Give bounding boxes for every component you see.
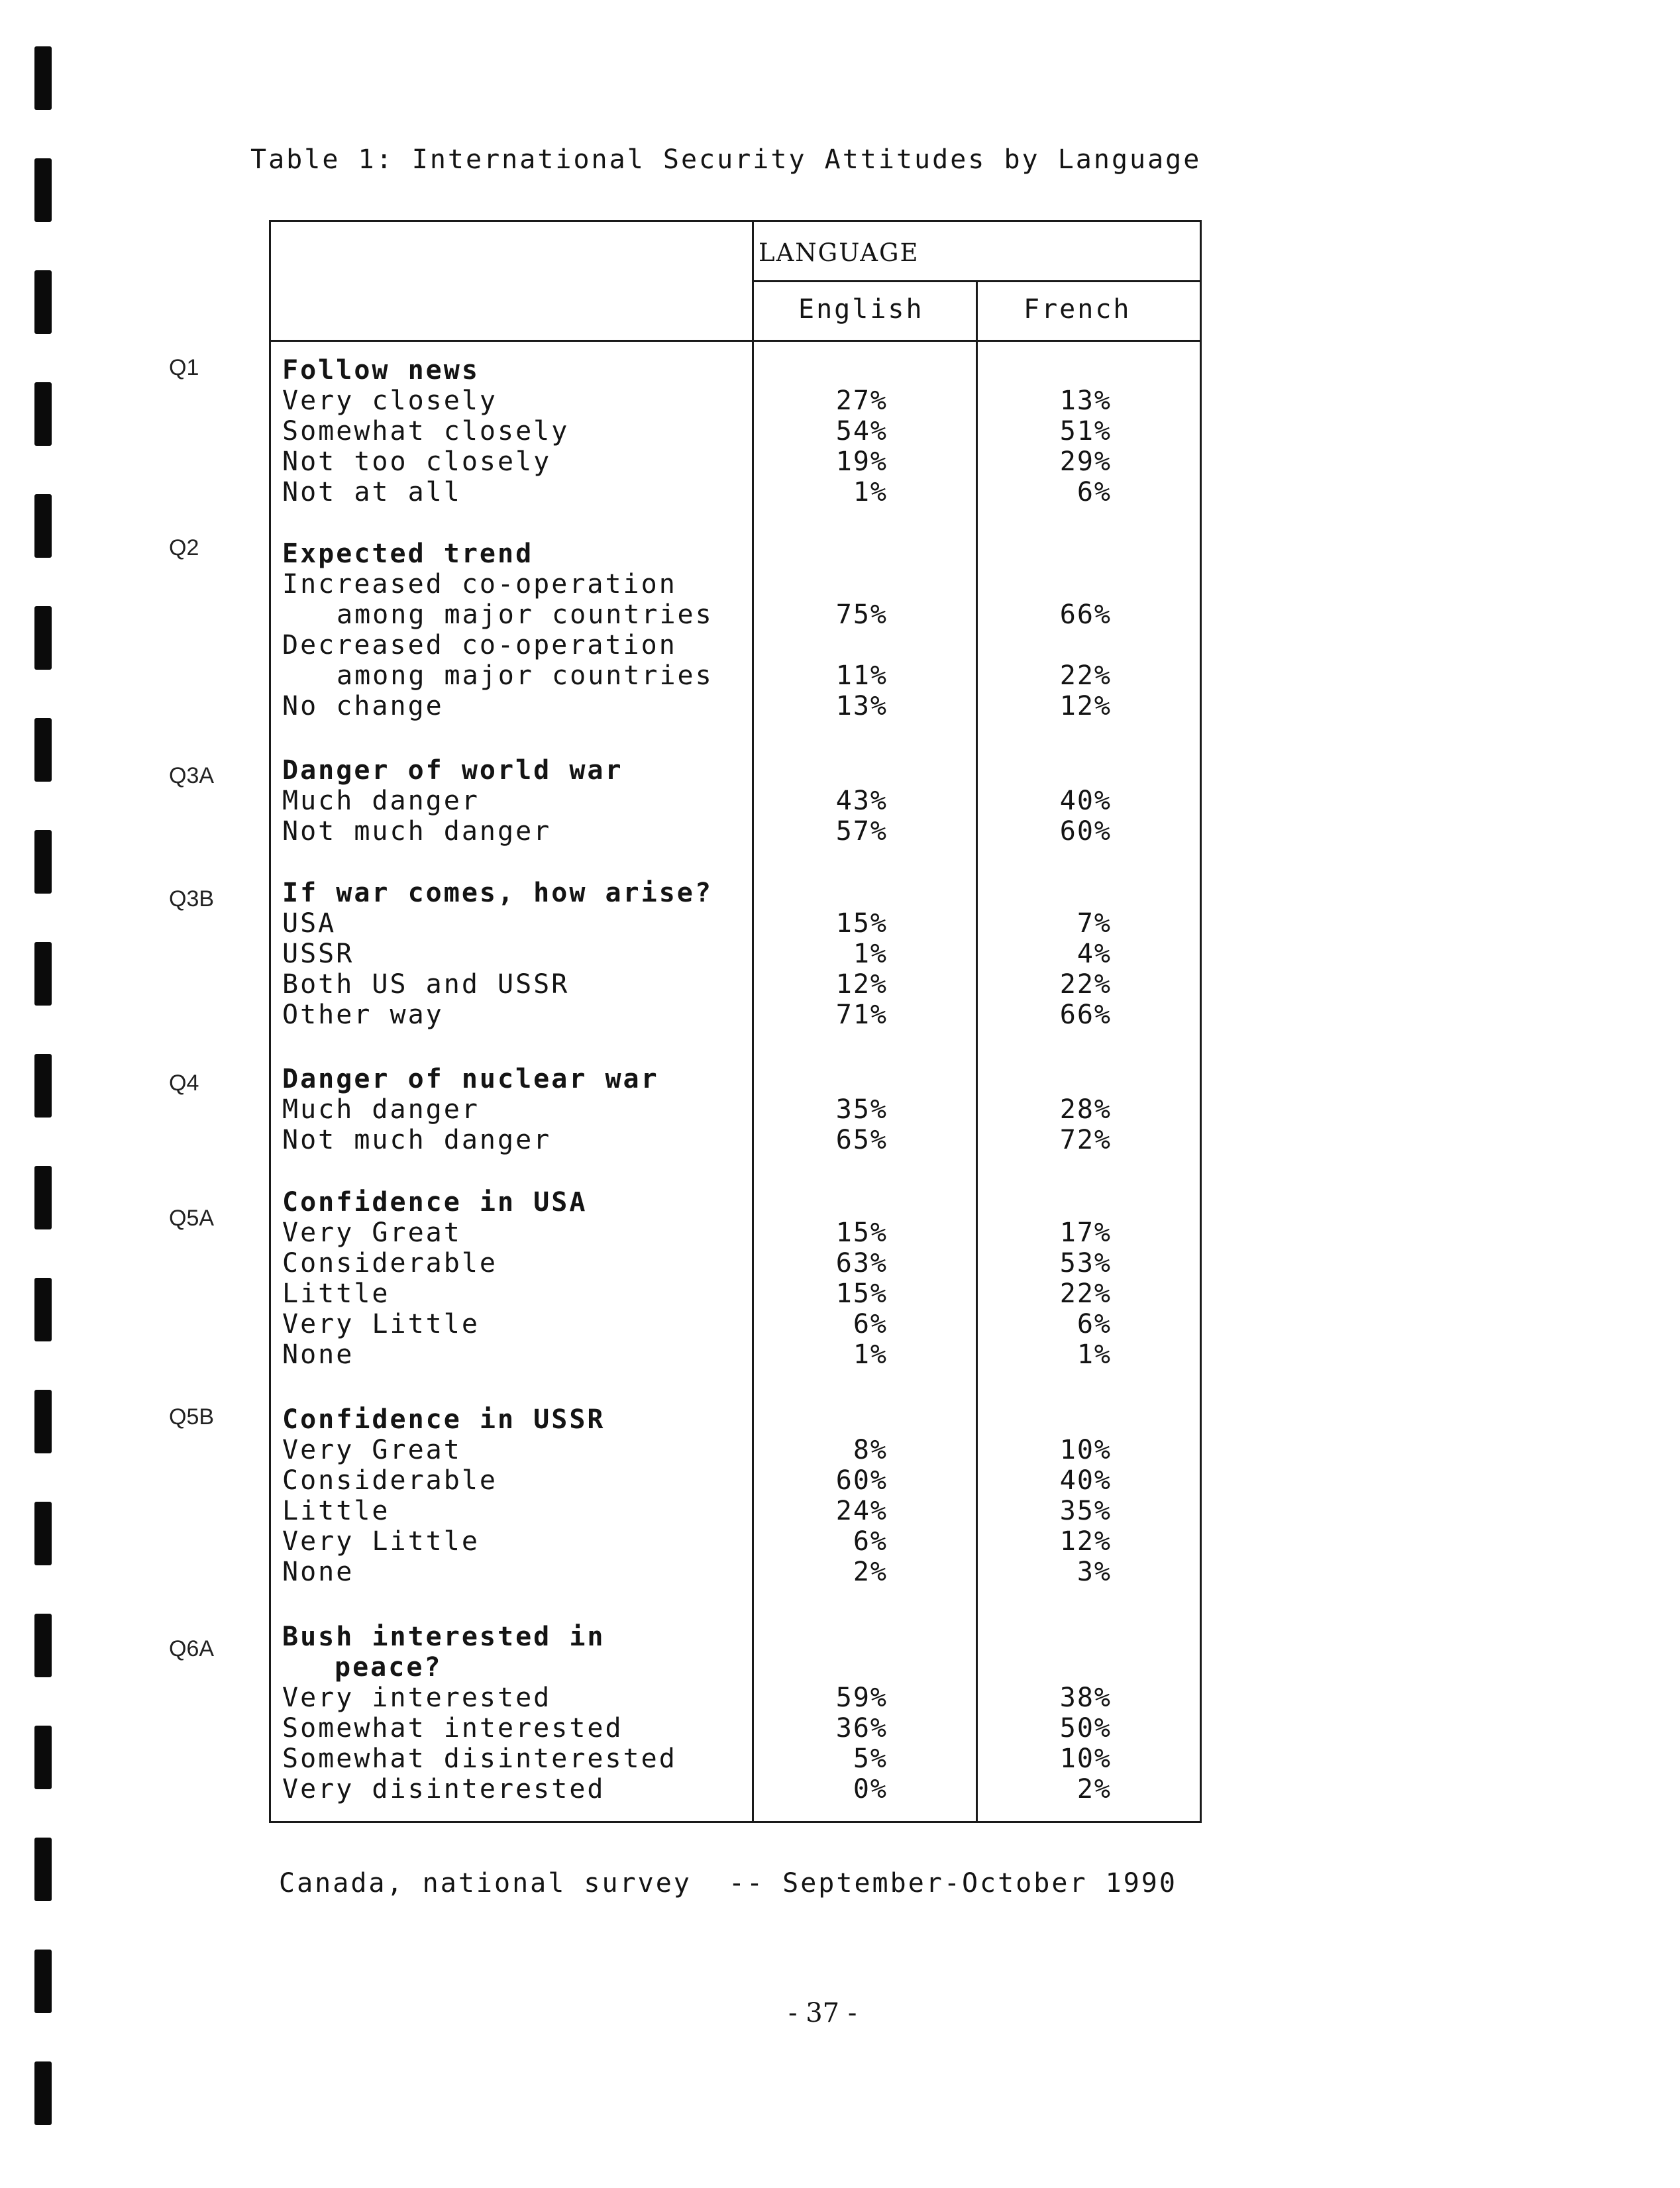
table-row [0,446,1680,477]
table-row [0,660,1680,691]
row-label: Confidence in USSR [282,1404,605,1435]
row-label: peace? [335,1652,443,1683]
table-row [0,539,1680,569]
row-label: Not much danger [282,1125,552,1155]
english-value: 1% [853,939,888,969]
table-row [0,1248,1680,1278]
english-value: 0% [853,1774,888,1804]
row-label: No change [282,691,444,721]
english-value: 54% [835,416,888,446]
binder-hole [34,270,52,334]
source-survey: Canada, national survey [279,1868,692,1899]
table-row [0,1557,1680,1587]
english-value: 35% [835,1094,888,1125]
english-value: 27% [835,386,888,416]
english-value: 13% [835,691,888,721]
header-divider [752,280,1200,282]
row-label: Bush interested in [282,1622,605,1652]
row-label: Very interested [282,1683,552,1713]
table-row [0,1713,1680,1744]
french-value: 2% [1076,1774,1112,1804]
row-label: Very Little [282,1526,480,1557]
row-label: Decreased co-operation [282,630,677,660]
binder-hole [34,158,52,222]
row-label: Not too closely [282,446,552,477]
table-row [0,1094,1680,1125]
french-value: 29% [1059,446,1112,477]
english-value: 71% [835,1000,888,1030]
french-value: 35% [1059,1496,1112,1526]
table-row [0,908,1680,939]
table-row [0,1683,1680,1713]
french-value: 17% [1059,1218,1112,1248]
row-label: Somewhat closely [282,416,570,446]
header-divider [271,340,1200,342]
french-value: 12% [1059,691,1112,721]
row-label: Little [282,1278,390,1309]
column-divider [976,282,978,1821]
question-label: Q4 [169,1070,199,1096]
row-label: Increased co-operation [282,569,677,599]
row-label: Much danger [282,1094,480,1125]
row-label: Somewhat interested [282,1713,623,1744]
english-value: 65% [835,1125,888,1155]
binder-hole [34,1838,52,1901]
question-label: Q2 [169,535,199,560]
row-label: None [282,1557,354,1587]
table-title: Table 1: International Security Attitudes by Language [250,144,1202,175]
table-row [0,1125,1680,1155]
english-value: 1% [853,477,888,507]
english-value: 24% [835,1496,888,1526]
row-label: Danger of world war [282,755,623,786]
row-label: Very Great [282,1435,462,1465]
table-row [0,786,1680,816]
row-label: among major countries [337,660,713,691]
row-label: Very closely [282,386,498,416]
column-group-header: LANGUAGE [759,238,919,267]
row-label: Other way [282,1000,444,1030]
french-value: 60% [1059,816,1112,847]
row-label: Considerable [282,1465,498,1496]
table-row [0,1465,1680,1496]
french-value: 6% [1076,477,1112,507]
french-value: 4% [1076,939,1112,969]
question-label: Q5B [169,1404,215,1430]
row-label: Not much danger [282,816,552,847]
english-value: 1% [853,1339,888,1370]
english-value: 57% [835,816,888,847]
table-row [0,1339,1680,1370]
table-row [0,1774,1680,1804]
source-date: -- September-October 1990 [728,1868,1177,1899]
row-label: Both US and USSR [282,969,570,1000]
row-label: Considerable [282,1248,498,1278]
question-label: Q3B [169,886,215,912]
binder-hole [34,1950,52,2013]
row-label: Danger of nuclear war [282,1064,659,1094]
english-value: 59% [835,1683,888,1713]
table-row [0,755,1680,786]
question-label: Q1 [169,355,199,380]
question-label: Q5A [169,1206,215,1231]
row-label: Expected trend [282,539,534,569]
binder-hole [34,2061,52,2125]
column-header-english: English [798,294,924,325]
english-value: 6% [853,1309,888,1339]
table-row [0,1404,1680,1435]
table-row [0,1652,1680,1683]
table-row [0,691,1680,721]
english-value: 15% [835,1218,888,1248]
french-value: 7% [1076,908,1112,939]
french-value: 38% [1059,1683,1112,1713]
table-row [0,355,1680,386]
table-row [0,1278,1680,1309]
table-row [0,1309,1680,1339]
english-value: 60% [835,1465,888,1496]
row-label: Much danger [282,786,480,816]
english-value: 15% [835,1278,888,1309]
french-value: 51% [1059,416,1112,446]
french-value: 22% [1059,969,1112,1000]
french-value: 50% [1059,1713,1112,1744]
french-value: 3% [1076,1557,1112,1587]
row-label: Follow news [282,355,480,386]
table-row [0,878,1680,908]
table-row [0,1000,1680,1030]
french-value: 28% [1059,1094,1112,1125]
row-label: Very Little [282,1309,480,1339]
table-row [0,969,1680,1000]
row-label: None [282,1339,354,1370]
table-row [0,1218,1680,1248]
table-row [0,816,1680,847]
question-label: Q6A [169,1636,215,1661]
english-value: 11% [835,660,888,691]
row-label: Not at all [282,477,462,507]
french-value: 13% [1059,386,1112,416]
french-value: 10% [1059,1435,1112,1465]
page-number: - 37 - [788,1998,857,2028]
table-row [0,477,1680,507]
french-value: 53% [1059,1248,1112,1278]
row-label: Very Great [282,1218,462,1248]
french-value: 22% [1059,1278,1112,1309]
english-value: 63% [835,1248,888,1278]
french-value: 6% [1076,1309,1112,1339]
french-value: 66% [1059,599,1112,630]
french-value: 66% [1059,1000,1112,1030]
french-value: 10% [1059,1744,1112,1774]
table-row [0,1744,1680,1774]
table-row [0,939,1680,969]
table-row [0,1435,1680,1465]
table-row [0,1064,1680,1094]
binder-hole [34,46,52,110]
english-value: 75% [835,599,888,630]
french-value: 22% [1059,660,1112,691]
french-value: 40% [1059,1465,1112,1496]
english-value: 12% [835,969,888,1000]
table-row [0,416,1680,446]
row-label: Very disinterested [282,1774,605,1804]
french-value: 1% [1076,1339,1112,1370]
english-value: 5% [853,1744,888,1774]
english-value: 19% [835,446,888,477]
question-label: Q3A [169,763,215,788]
table-row [0,630,1680,660]
table-row [0,599,1680,630]
french-value: 12% [1059,1526,1112,1557]
english-value: 2% [853,1557,888,1587]
row-label: Little [282,1496,390,1526]
english-value: 8% [853,1435,888,1465]
column-header-french: French [1024,294,1131,325]
table-row [0,1187,1680,1218]
row-label: USA [282,908,337,939]
row-label: Somewhat disinterested [282,1744,677,1774]
table-row [0,569,1680,599]
english-value: 43% [835,786,888,816]
table-row [0,1526,1680,1557]
row-label: USSR [282,939,354,969]
source-note [279,1868,1177,1899]
row-label: among major countries [337,599,713,630]
french-value: 72% [1059,1125,1112,1155]
row-label: If war comes, how arise? [282,878,713,908]
english-value: 6% [853,1526,888,1557]
english-value: 15% [835,908,888,939]
table-row [0,1622,1680,1652]
table-row [0,386,1680,416]
row-label: Confidence in USA [282,1187,588,1218]
english-value: 36% [835,1713,888,1744]
table-row [0,1496,1680,1526]
french-value: 40% [1059,786,1112,816]
